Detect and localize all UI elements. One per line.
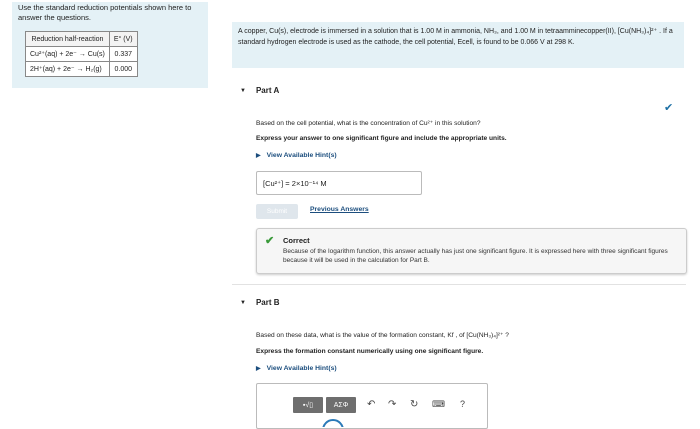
correct-title: Correct bbox=[283, 236, 310, 245]
part-a-header[interactable] bbox=[240, 86, 279, 95]
part-a-answer-field[interactable] bbox=[256, 171, 422, 195]
correct-check-icon: ✔ bbox=[265, 235, 275, 247]
hint-label: View Available Hint(s) bbox=[266, 152, 337, 159]
part-b-instruction: Express the formation constant numerically using one significant figure. bbox=[256, 348, 484, 355]
part-b-question: Based on these data, what is the value of the formation constant, Kf , of [Cu(NH₃)₄]²⁺ ? bbox=[256, 332, 509, 339]
part-b-label: Part B bbox=[255, 298, 280, 307]
redo-icon[interactable]: ↷ bbox=[388, 399, 397, 410]
symbols-button[interactable]: ΑΣΦ bbox=[326, 397, 356, 413]
part-a-instruction: Express your answer to one significant figure and include the appropriate units. bbox=[256, 135, 507, 142]
part-a-label: Part A bbox=[255, 86, 280, 95]
expand-arrow-icon: ▶ bbox=[256, 366, 261, 372]
previous-answers-link[interactable]: Previous Answers bbox=[310, 206, 369, 213]
divider bbox=[232, 284, 686, 285]
table-row bbox=[26, 47, 138, 62]
reference-intro: Use the standard reduction potentials shown here to answer the questions. bbox=[18, 3, 192, 22]
reduction-potentials-table bbox=[25, 31, 138, 77]
correct-body: Because of the logarithm function, this answer actually has just one significant figure. It is expressed here with three significant figures because it will be used in the calculation for Part B. bbox=[283, 248, 668, 264]
part-b-hint-link[interactable] bbox=[256, 365, 337, 372]
submit-button[interactable]: Submit bbox=[256, 204, 298, 219]
collapse-triangle-icon: ▼ bbox=[240, 87, 246, 94]
part-b-header[interactable] bbox=[240, 298, 280, 307]
undo-icon[interactable]: ↶ bbox=[367, 399, 376, 410]
table-row bbox=[26, 62, 138, 77]
keyboard-icon[interactable]: ⌨ bbox=[432, 399, 445, 409]
pearson-logo-icon bbox=[322, 419, 382, 427]
table-header-potential: E° (V) bbox=[109, 32, 137, 47]
answer-value: 2×10⁻¹⁴ M bbox=[291, 178, 327, 188]
table-cell: Cu²⁺(aq) + 2e⁻ → Cu(s) bbox=[26, 47, 110, 62]
part-a-hint-link[interactable] bbox=[256, 152, 337, 159]
collapse-triangle-icon: ▼ bbox=[240, 299, 246, 306]
problem-statement: A copper, Cu(s), electrode is immersed in a solution that is 1.00 M in ammonia, NH₃, and 1.00 M in tetraamminecopper(II), [Cu(NH₃)₄]²⁺ . If a standard hydrogen electrode is used as the cathode, the cell potential, Ecell, is found to be 0.066 V at 298 K. bbox=[232, 22, 684, 68]
table-cell: 0.337 bbox=[109, 47, 137, 62]
hint-label: View Available Hint(s) bbox=[266, 365, 337, 372]
help-icon[interactable]: ? bbox=[460, 399, 466, 409]
template-button[interactable]: ▪√▯ bbox=[293, 397, 323, 413]
answer-prefix: [Cu²⁺] = bbox=[263, 178, 290, 188]
correct-feedback bbox=[256, 228, 687, 274]
expand-arrow-icon: ▶ bbox=[256, 153, 261, 159]
table-cell: 0.000 bbox=[109, 62, 137, 77]
table-cell: 2H⁺(aq) + 2e⁻ → H₂(g) bbox=[26, 62, 110, 77]
reset-icon[interactable]: ↻ bbox=[410, 399, 419, 410]
table-header-reaction: Reduction half-reaction bbox=[26, 32, 110, 47]
completed-check-icon: ✔ bbox=[664, 102, 674, 114]
part-a-question: Based on the cell potential, what is the concentration of Cu²⁺ in this solution? bbox=[256, 120, 481, 127]
